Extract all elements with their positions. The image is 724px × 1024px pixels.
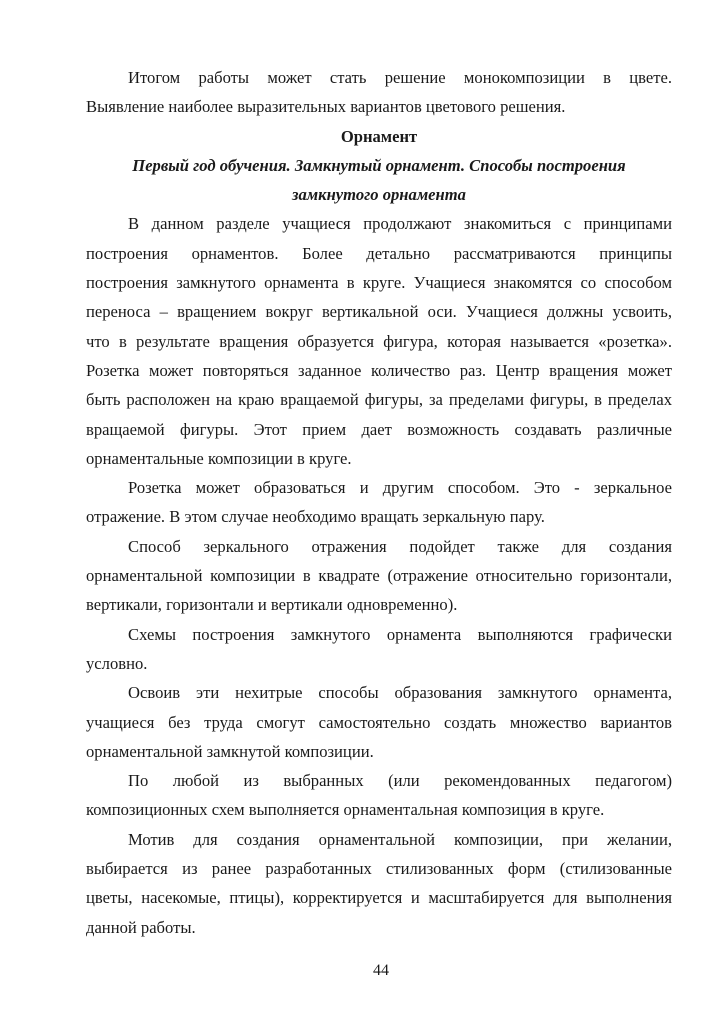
text-line: Способ зеркального отражения подойдет также для создания (128, 536, 672, 556)
text-line: В данном разделе учащиеся продолжают знакомиться с принципами (128, 214, 672, 234)
text-line: Розетка может образоваться и другим способом. Это - зеркальное (128, 478, 672, 498)
paragraph (86, 678, 672, 766)
text-line: Итогом работы может стать решение монокомпозиции в цвете. (128, 68, 672, 87)
text-line: учащиеся без труда смогут самостоятельно создать множество вариантов (86, 712, 672, 732)
text-line: цветы, насекомые, птицы), корректируется и масштабируется для выполнения (86, 888, 672, 908)
text-line: Розетка может повторяться заданное количество раз. Центр вращения может (86, 360, 672, 380)
document-page (86, 63, 672, 942)
text-line: что в результате вращения образуется фигура, которая называется «розетка». (86, 331, 672, 351)
paragraph (86, 620, 672, 679)
text-line: переноса – вращением вокруг вертикальной оси. Учащиеся должны усвоить, (86, 302, 672, 322)
text-line: По любой из выбранных (или рекомендованных педагогом) (128, 771, 672, 791)
paragraph (86, 209, 672, 473)
paragraph (86, 766, 672, 825)
section-heading (86, 122, 672, 151)
text-line: орнаментальные композиции в круге. (86, 448, 352, 468)
text-line: построения замкнутого орнамента в круге. Учащиеся знакомятся со способом (86, 273, 672, 293)
text-line: Орнамент (340, 126, 418, 146)
text-line: быть расположен на краю вращаемой фигуры, за пределами фигуры, в пределах (86, 390, 672, 410)
text-line: композиционных схем выполняется орнаментальная композиция в круге. (86, 800, 605, 820)
text-line: Освоив эти нехитрые способы образования замкнутого орнамента, (128, 683, 672, 703)
text-line: Схемы построения замкнутого орнамента выполняются графически (128, 624, 672, 644)
paragraph (86, 532, 672, 620)
text-line: построения орнаментов. Более детально рассматриваются принципы (86, 243, 672, 263)
text-line: вращаемой фигуры. Этот прием дает возможность создавать различные (86, 419, 672, 439)
section-subheading (86, 151, 672, 210)
text-line: замкнутого орнамента (292, 185, 466, 205)
paragraph (86, 825, 672, 942)
text-line: условно. (86, 653, 148, 673)
page-number: 44 (373, 962, 389, 979)
text-line: отражение. В этом случае необходимо вращать зеркальную пару. (86, 507, 545, 527)
text-line: орнаментальной композиции в квадрате (отражение относительно горизонтали, (86, 566, 672, 586)
text-line: выбирается из ранее разработанных стилизованных форм (стилизованные (86, 859, 672, 879)
text-line: данной работы. (86, 917, 196, 937)
text-line: орнаментальной замкнутой композиции. (86, 741, 374, 761)
text-line: Мотив для создания орнаментальной композиции, при желании, (128, 829, 672, 849)
text-line: вертикали, горизонтали и вертикали одновременно). (86, 595, 458, 615)
text-line: Первый год обучения. Замкнутый орнамент. Способы построения (132, 155, 626, 175)
paragraph (86, 473, 672, 532)
text-line: Выявление наиболее выразительных вариантов цветового решения. (86, 97, 566, 117)
paragraph (86, 63, 672, 122)
